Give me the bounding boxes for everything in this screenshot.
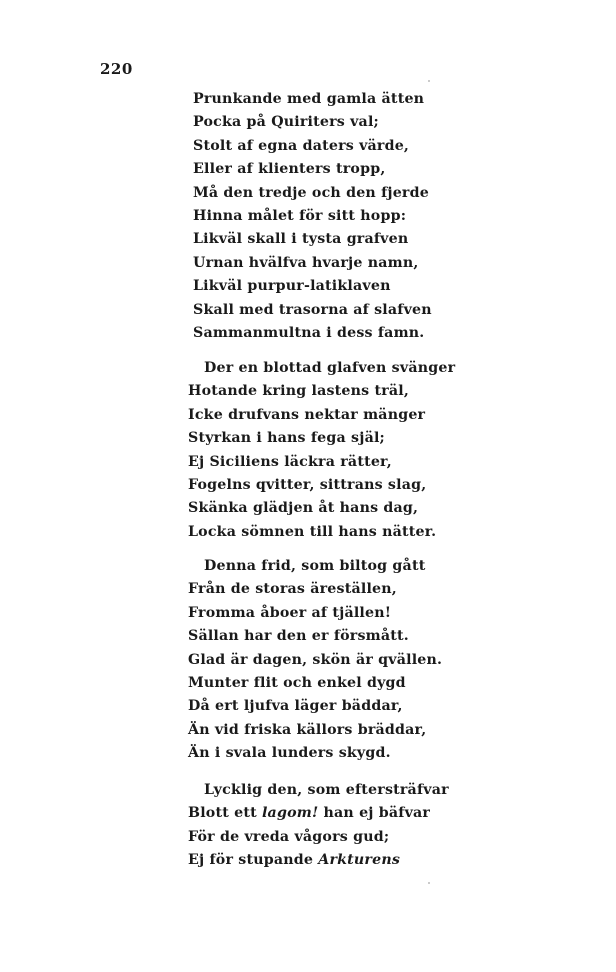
verse-line: Än i svala lunders skygd. bbox=[188, 745, 391, 762]
verse-line: Då ert ljufva läger bäddar, bbox=[188, 698, 403, 715]
verse-line: Munter flit och enkel dygd bbox=[188, 674, 406, 691]
verse-line: Denna frid, som biltog gått bbox=[204, 558, 426, 574]
verse-line: Likväl purpur-latiklaven bbox=[193, 278, 391, 295]
page-number: 220 bbox=[100, 60, 133, 78]
verse-text: Ej för stupande bbox=[188, 852, 319, 869]
stanza-1 bbox=[193, 88, 432, 345]
italic-word: Arkturens bbox=[318, 852, 401, 869]
verse-line: Styrkan i hans fega själ; bbox=[188, 430, 385, 447]
paper-speck bbox=[428, 882, 430, 884]
verse-line: Stolt af egna daters värde, bbox=[193, 137, 410, 154]
verse-line: Urnan hvälfva hvarje namn, bbox=[193, 254, 419, 271]
verse-line: För de vreda vågors gud; bbox=[188, 828, 390, 845]
verse-line: Hinna målet för sitt hopp: bbox=[193, 207, 407, 224]
verse-line: Lycklig den, som eftersträfvar bbox=[204, 782, 449, 798]
verse-text: Blott ett bbox=[188, 805, 262, 822]
stanza-3 bbox=[188, 555, 442, 766]
verse-line: Icke drufvans nektar mänger bbox=[188, 406, 426, 423]
verse-line: Likväl skall i tysta grafven bbox=[193, 231, 409, 248]
verse-line: Locka sömnen till hans nätter. bbox=[188, 523, 437, 540]
verse-line: Hotande kring lastens träl, bbox=[188, 383, 410, 400]
verse-line: Der en blottad glafven svänger bbox=[204, 360, 456, 376]
verse-line: Skall med trasorna af slafven bbox=[193, 301, 432, 318]
verse-line: Sammanmultna i dess famn. bbox=[193, 324, 425, 341]
verse-line: Sällan har den er försmått. bbox=[188, 628, 409, 645]
paper-speck bbox=[428, 80, 430, 82]
verse-text: han ej bäfvar bbox=[318, 805, 431, 822]
verse-line: Pocka på Quiriters val; bbox=[193, 114, 379, 131]
stanza-2 bbox=[188, 357, 455, 544]
verse-line: Från de storas äreställen, bbox=[188, 581, 397, 598]
verse-line bbox=[188, 849, 449, 872]
verse-line: Skänka glädjen åt hans dag, bbox=[188, 500, 419, 517]
italic-word: lagom! bbox=[261, 805, 319, 822]
verse-line: Må den tredje och den fjerde bbox=[193, 184, 429, 201]
verse-line: Fogelns qvitter, sittrans slag, bbox=[188, 476, 427, 493]
verse-line: Glad är dagen, skön är qvällen. bbox=[188, 651, 443, 668]
verse-line: Än vid friska källors bräddar, bbox=[188, 721, 427, 738]
verse-line: Eller af klienters tropp, bbox=[193, 161, 386, 178]
verse-line: Ej Siciliens läckra rätter, bbox=[188, 453, 392, 470]
verse-line bbox=[188, 802, 449, 825]
stanza-4 bbox=[188, 779, 449, 873]
verse-line: Prunkande med gamla ätten bbox=[193, 91, 425, 107]
verse-line: Fromma åboer af tjällen! bbox=[188, 604, 392, 621]
